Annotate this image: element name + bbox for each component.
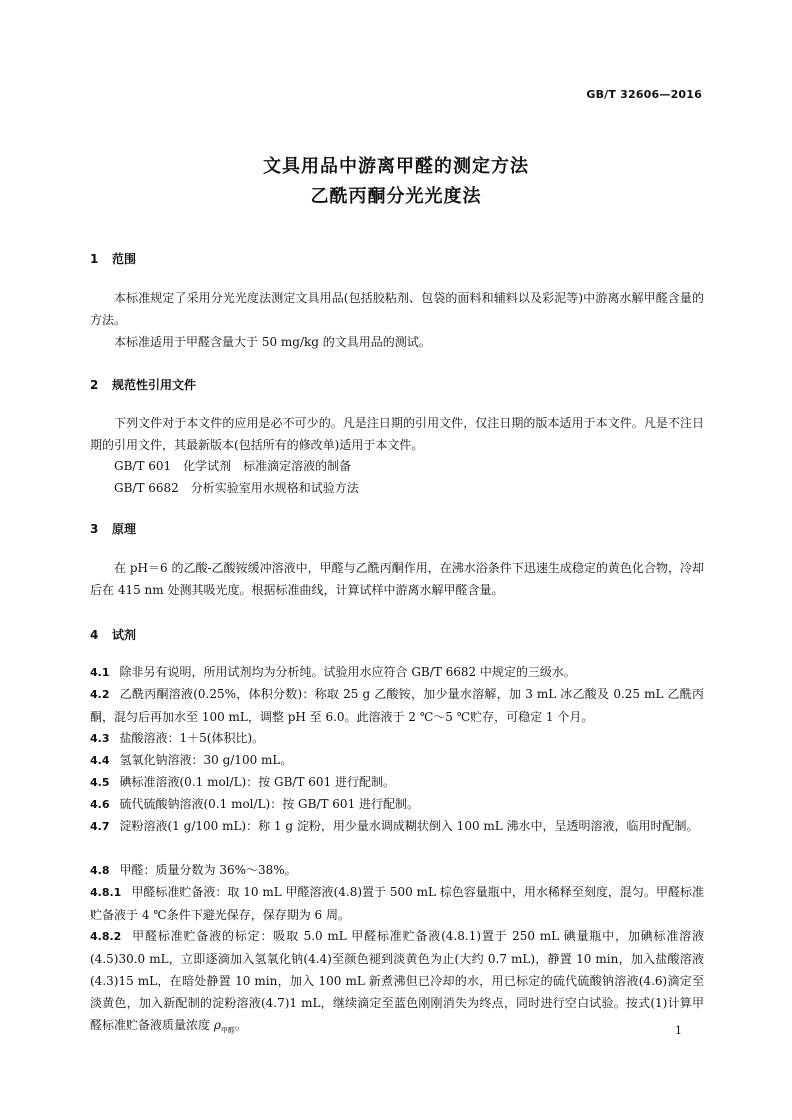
item-text: 甲醛标准贮备液的标定：吸取 5.0 mL 甲醛标准贮备液(4.8.1)置于 250 mL 碘量瓶中，加碘标准溶液(4.5)30.0 mL，立即逐滴加入氢氧化钠(4.4)至颜色褪到淡黄色为止(大约 0.7 mL)，静置 10 min，加入盐酸溶液(4.3)15 mL，在暗处静置 10 min，加入 100 mL 新煮沸但已冷却的水，用已标定的硫代硫酸钠溶液(4.6)滴定至淡黄色，加入新配制的淀粉溶液(4.7)1 mL，继续滴定至蓝色刚刚消失为终点，同时进行空白试验。按式(1)计算甲醛标准贮备液质量浓度 [90, 929, 704, 1032]
section-number: 3 [90, 522, 99, 536]
section-title: 范围 [112, 252, 137, 266]
normative-reference-1: GB/T 601 化学试剂 标准滴定溶液的制备 [114, 459, 352, 473]
item-number: 4.6 [90, 798, 110, 811]
item-text: 盐酸溶液：1＋5(体积比)。 [119, 731, 265, 745]
item-text: 乙酰丙酮溶液(0.25%，体积分数)：称取 25 g 乙酸铵，加少量水溶解，加 3 mL 冰乙酸及 0.25 mL 乙酰丙酮，混匀后再加水至 100 mL，调整 pH 至 6.0。此溶液于 2 ℃～5 ℃贮存，可稳定 1 个月。 [90, 687, 704, 724]
item-text: 甲醛：质量分数为 36%～38%。 [119, 863, 297, 877]
section-2-heading [90, 376, 196, 393]
rho-letter: ρ [213, 1018, 221, 1032]
item-number: 4.8 [90, 864, 110, 877]
title-line-1: 文具用品中游离甲醛的测定方法 [263, 156, 529, 177]
reagent-item [90, 771, 704, 794]
section-title: 原理 [112, 522, 137, 536]
item-number: 4.2 [90, 688, 110, 701]
reagent-item [90, 683, 704, 728]
item-text-end: 。 [234, 1018, 247, 1032]
item-text: 硫代硫酸钠溶液(0.1 mol/L)：按 GB/T 601 进行配制。 [119, 797, 420, 811]
section-1-heading [90, 250, 136, 267]
section-number: 2 [90, 378, 99, 392]
reagent-item [90, 881, 704, 926]
reagent-item [90, 815, 704, 838]
title-line-2: 乙酰丙酮分光光度法 [310, 186, 482, 207]
rho-subscript: 甲醛 [220, 1026, 235, 1035]
section-1-paragraph-2: 本标准适用于甲醛含量大于 50 mg/kg 的文具用品的测试。 [114, 335, 431, 349]
reagent-item [90, 793, 704, 816]
item-number: 4.8.1 [90, 886, 122, 899]
standard-code: GB/T 32606—2016 [586, 88, 702, 101]
item-text: 除非另有说明，所用试剂均为分析纯。试验用水应符合 GB/T 6682 中规定的三级水。 [119, 665, 576, 679]
item-number: 4.5 [90, 776, 110, 789]
reagent-item [90, 925, 704, 1041]
item-text: 碘标准溶液(0.1 mol/L)：按 GB/T 601 进行配制。 [119, 775, 396, 789]
section-2-paragraph-1: 下列文件对于本文件的应用是必不可少的。凡是注日期的引用文件，仅注日期的版本适用于本文件。凡是不注日期的引用文件，其最新版本(包括所有的修改单)适用于本文件。 [90, 416, 704, 452]
item-text: 淀粉溶液(1 g/100 mL)：称 1 g 淀粉，用少量水调成糊状倒入 100 mL 沸水中，呈透明溶液，临用时配制。 [119, 819, 699, 833]
section-3-heading [90, 520, 136, 537]
rho-symbol [213, 1018, 235, 1035]
section-1-paragraph-1: 本标准规定了采用分光光度法测定文具用品(包括胶粘剂、包袋的面料和辅料以及彩泥等)中游离水解甲醛含量的方法。 [90, 291, 704, 327]
reagent-item [90, 859, 704, 882]
reagent-item [90, 749, 704, 772]
reagent-item [90, 727, 704, 750]
reagent-item [90, 661, 704, 684]
item-number: 4.7 [90, 820, 110, 833]
item-number: 4.1 [90, 666, 110, 679]
section-4-heading [90, 626, 136, 643]
section-number: 4 [90, 628, 99, 642]
normative-reference-2: GB/T 6682 分析实验室用水规格和试验方法 [114, 481, 359, 495]
section-title: 试剂 [112, 628, 137, 642]
item-number: 4.4 [90, 754, 110, 767]
page-number: 1 [675, 1024, 682, 1037]
item-number: 4.8.2 [90, 930, 122, 943]
section-3-paragraph-1: 在 pH＝6 的乙酸-乙酸铵缓冲溶液中，甲醛与乙酰丙酮作用，在沸水浴条件下迅速生成稳定的黄色化合物，冷却后在 415 nm 处测其吸光度。根据标准曲线，计算试样中游离水解甲醛含量。 [90, 561, 704, 597]
item-text: 甲醛标准贮备液：取 10 mL 甲醛溶液(4.8)置于 500 mL 棕色容量瓶中，用水稀释至刻度，混匀。甲醛标准贮备液于 4 ℃条件下避光保存，保存期为 6 周。 [90, 885, 704, 922]
item-number: 4.3 [90, 732, 110, 745]
section-title: 规范性引用文件 [112, 378, 197, 392]
item-text: 氢氧化钠溶液：30 g/100 mL。 [119, 753, 293, 767]
section-number: 1 [90, 252, 99, 266]
